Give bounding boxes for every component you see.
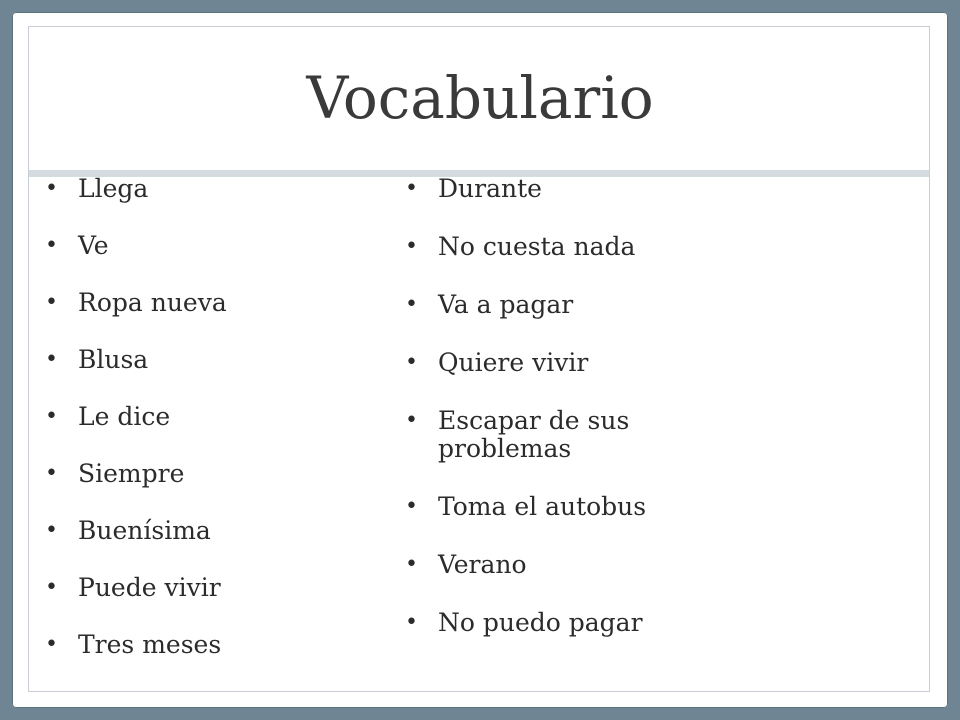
vocab-word: Le dice — [78, 402, 171, 431]
bullet-icon: • — [45, 632, 58, 657]
list-item — [402, 233, 702, 261]
vocab-word: Buenísima — [78, 516, 211, 545]
bullet-icon: • — [45, 290, 58, 315]
vocab-list-right — [402, 175, 702, 667]
list-item — [402, 291, 702, 319]
slide — [12, 12, 948, 708]
vocab-word: Puede vivir — [78, 573, 221, 602]
list-item — [42, 232, 372, 260]
vocab-word: Tres meses — [78, 630, 222, 659]
vocab-word: Toma el autobus — [438, 492, 647, 521]
bullet-icon: • — [405, 552, 418, 577]
vocab-word: No puedo pagar — [438, 608, 643, 637]
list-item — [402, 551, 702, 579]
vocab-word: Ve — [78, 231, 109, 260]
bullet-icon: • — [405, 408, 418, 433]
bullet-icon: • — [405, 350, 418, 375]
bullet-icon: • — [405, 292, 418, 317]
bullet-icon: • — [45, 575, 58, 600]
slide-title: Vocabulario — [306, 64, 654, 132]
vocab-word: Quiere vivir — [438, 348, 589, 377]
vocab-word: Verano — [438, 550, 527, 579]
vocab-word: Ropa nueva — [78, 288, 227, 317]
list-item — [42, 460, 372, 488]
bullet-icon: • — [405, 176, 418, 201]
bullet-icon: • — [405, 610, 418, 635]
vocab-word: Escapar de sus problemas — [438, 406, 630, 463]
bullet-icon: • — [45, 518, 58, 543]
vocab-list-left — [42, 175, 372, 688]
vocab-word: Blusa — [78, 345, 149, 374]
vocab-word: Durante — [438, 174, 542, 203]
bullet-icon: • — [45, 404, 58, 429]
list-item — [42, 631, 372, 659]
list-item — [402, 407, 702, 463]
bullet-icon: • — [45, 233, 58, 258]
list-item — [42, 289, 372, 317]
list-item — [42, 346, 372, 374]
vocab-word: No cuesta nada — [438, 232, 636, 261]
bullet-icon: • — [405, 494, 418, 519]
vocab-word: Llega — [78, 174, 149, 203]
list-item — [42, 574, 372, 602]
bullet-icon: • — [45, 461, 58, 486]
list-item — [42, 175, 372, 203]
bullet-icon: • — [45, 347, 58, 372]
list-item — [402, 175, 702, 203]
list-item — [402, 609, 702, 637]
list-item — [402, 493, 702, 521]
bullet-icon: • — [405, 234, 418, 259]
bullet-icon: • — [45, 176, 58, 201]
list-item — [42, 403, 372, 431]
vocab-word: Va a pagar — [438, 290, 574, 319]
list-item — [402, 349, 702, 377]
vocab-word: Siempre — [78, 459, 185, 488]
list-item — [42, 517, 372, 545]
